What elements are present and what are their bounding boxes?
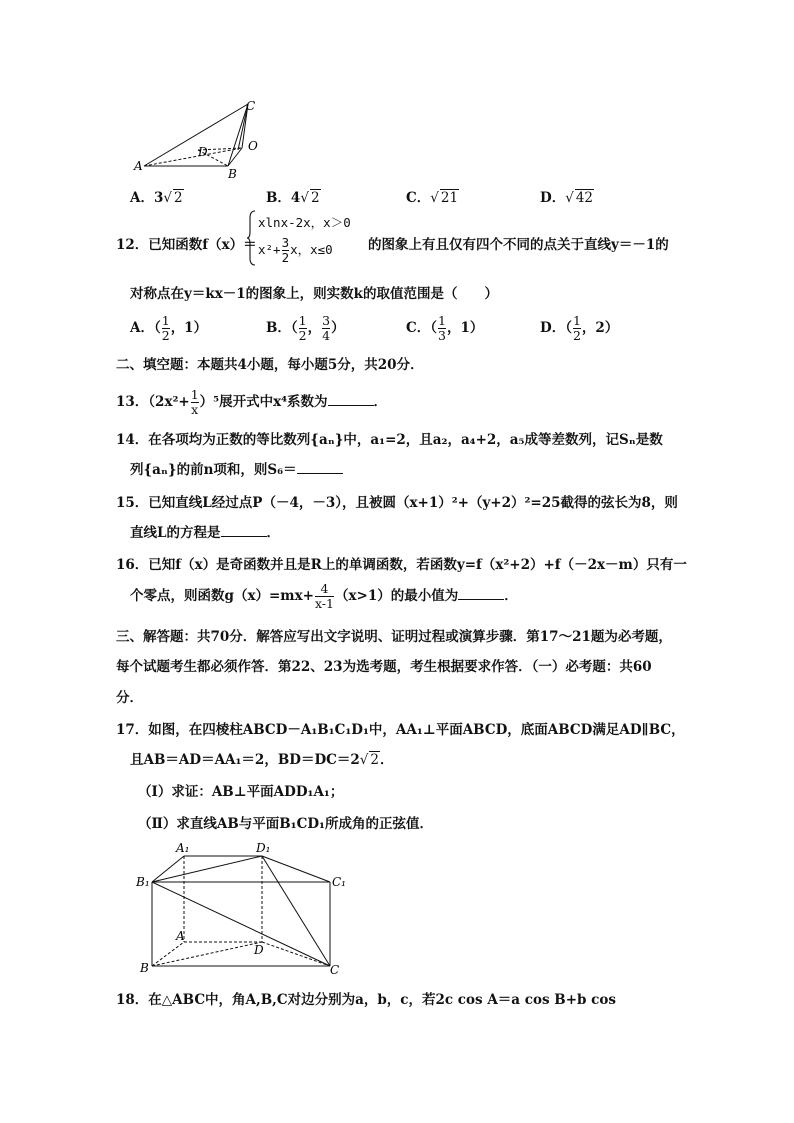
q15-line2: 直线L的方程是 ．: [130, 525, 280, 541]
q12-option-d: D．（ $\frac{1}{2}$ ，2）: [540, 313, 619, 343]
fig1-label-o: O: [248, 139, 258, 153]
q14-line1: 14．在各项均为正数的等比数列{aₙ}中，a₁=2，且a₂，a₄+2，a₅成等差数列，记Sₙ是数: [116, 432, 663, 448]
q11-option-b: B．4√ 2: [266, 190, 320, 206]
q12-stem: 12．已知函数f（x）＝: [116, 237, 257, 253]
fig2-label-b1: B₁: [136, 875, 150, 889]
section-3-line2: 每个试题考生都必须作答．第22、23为选考题，考生根据要求作答．（一）必考题：共60: [116, 659, 652, 675]
fig1-label-c: C: [246, 99, 256, 113]
figure-pyramid: [130, 96, 270, 180]
q17-part1: （Ⅰ）求证：AB⊥平面ADD₁A₁；: [138, 784, 344, 800]
fig2-label-b: B: [140, 961, 149, 975]
fig2-label-c1: C₁: [332, 875, 346, 889]
q17-line2: 且AB＝AD＝AA₁＝2，BD＝DC＝2√ 2．: [130, 752, 394, 768]
q12-stem-tail: 的图象上有且仅有四个不同的点关于直线y＝－1的: [368, 237, 669, 253]
section-3-line1: 三、解答题：共70分．解答应写出文字说明、证明过程或演算步骤．第17～21题为必考题，: [116, 629, 672, 645]
fig2-label-d: D: [254, 943, 264, 957]
q12-option-a: A．（ $\frac{1}{2}$ ，1）: [130, 313, 208, 343]
q14-answer-blank[interactable]: [297, 461, 343, 474]
q15-answer-blank[interactable]: [221, 524, 267, 537]
q12-option-c: C．（ $\frac{1}{3}$ ，1）: [406, 313, 484, 343]
q12-option-b: B．（ $\frac{1}{2}$ ， $\frac{3}{4}$ ）: [266, 313, 345, 343]
q17-line1: 17．如图，在四棱柱ABCD－A₁B₁C₁D₁中，AA₁⊥平面ABCD，底面ABCD满足AD∥BC，: [116, 722, 685, 738]
q14-line2: 列{aₙ}的前n项和，则S₆＝: [130, 458, 343, 478]
q12-case1: xlnx-2x，x＞0: [258, 215, 351, 230]
fig2-label-c: C: [330, 963, 340, 977]
q13: 13．（2x²+ $\frac{1}{x}$ ）⁵展开式中x⁴系数为 ．: [116, 387, 388, 417]
fig2-label-a: A: [176, 929, 185, 943]
fig2-label-d1: D₁: [256, 841, 271, 855]
fig1-label-b: B: [228, 167, 237, 180]
fig1-label-d: D: [198, 145, 208, 159]
q16-line1: 16．已知f（x）是奇函数并且是R上的单调函数，若函数y=f（x²+2）+f（－2x－m）只有一: [116, 557, 687, 573]
q13-answer-blank[interactable]: [328, 393, 374, 406]
q12-brace: [246, 210, 256, 266]
q16-line2: 个零点，则函数g（x）=mx+ $\frac{4}{x-1}$ （x>1）的最小值为 ．: [130, 581, 518, 611]
q17-part2: （Ⅱ）求直线AB与平面B₁CD₁所成角的正弦值．: [138, 816, 433, 832]
q11-option-d: D．√ 42: [540, 190, 594, 206]
q16-answer-blank[interactable]: [458, 587, 504, 600]
q12-line2: 对称点在y＝kx－1的图象上，则实数k的取值范围是（ ）: [130, 286, 498, 302]
section-3-line3: 分．: [116, 690, 143, 706]
fig1-label-a: A: [134, 159, 143, 173]
q11-option-a: A．3√ 2: [130, 190, 183, 206]
q18-line1: 18．在△ABC中，角A,B,C对边分别为a，b，c，若2c cos A＝a cos B+b cos: [116, 992, 616, 1008]
fig2-label-a1: A₁: [176, 841, 190, 855]
q12-case2: x²+ $\frac{3}{2}$ x，x≤0: [258, 235, 333, 265]
q15-line1: 15．已知直线L经过点P（－4，－3），且被圆（x+1）²+（y+2）²=25截得的弦长为8，则: [116, 495, 678, 511]
figure-prism: [134, 838, 364, 978]
section-2-title: 二、填空题：本题共4小题，每小题5分，共20分．: [116, 357, 424, 373]
q11-option-c: C．√ 21: [406, 190, 459, 206]
